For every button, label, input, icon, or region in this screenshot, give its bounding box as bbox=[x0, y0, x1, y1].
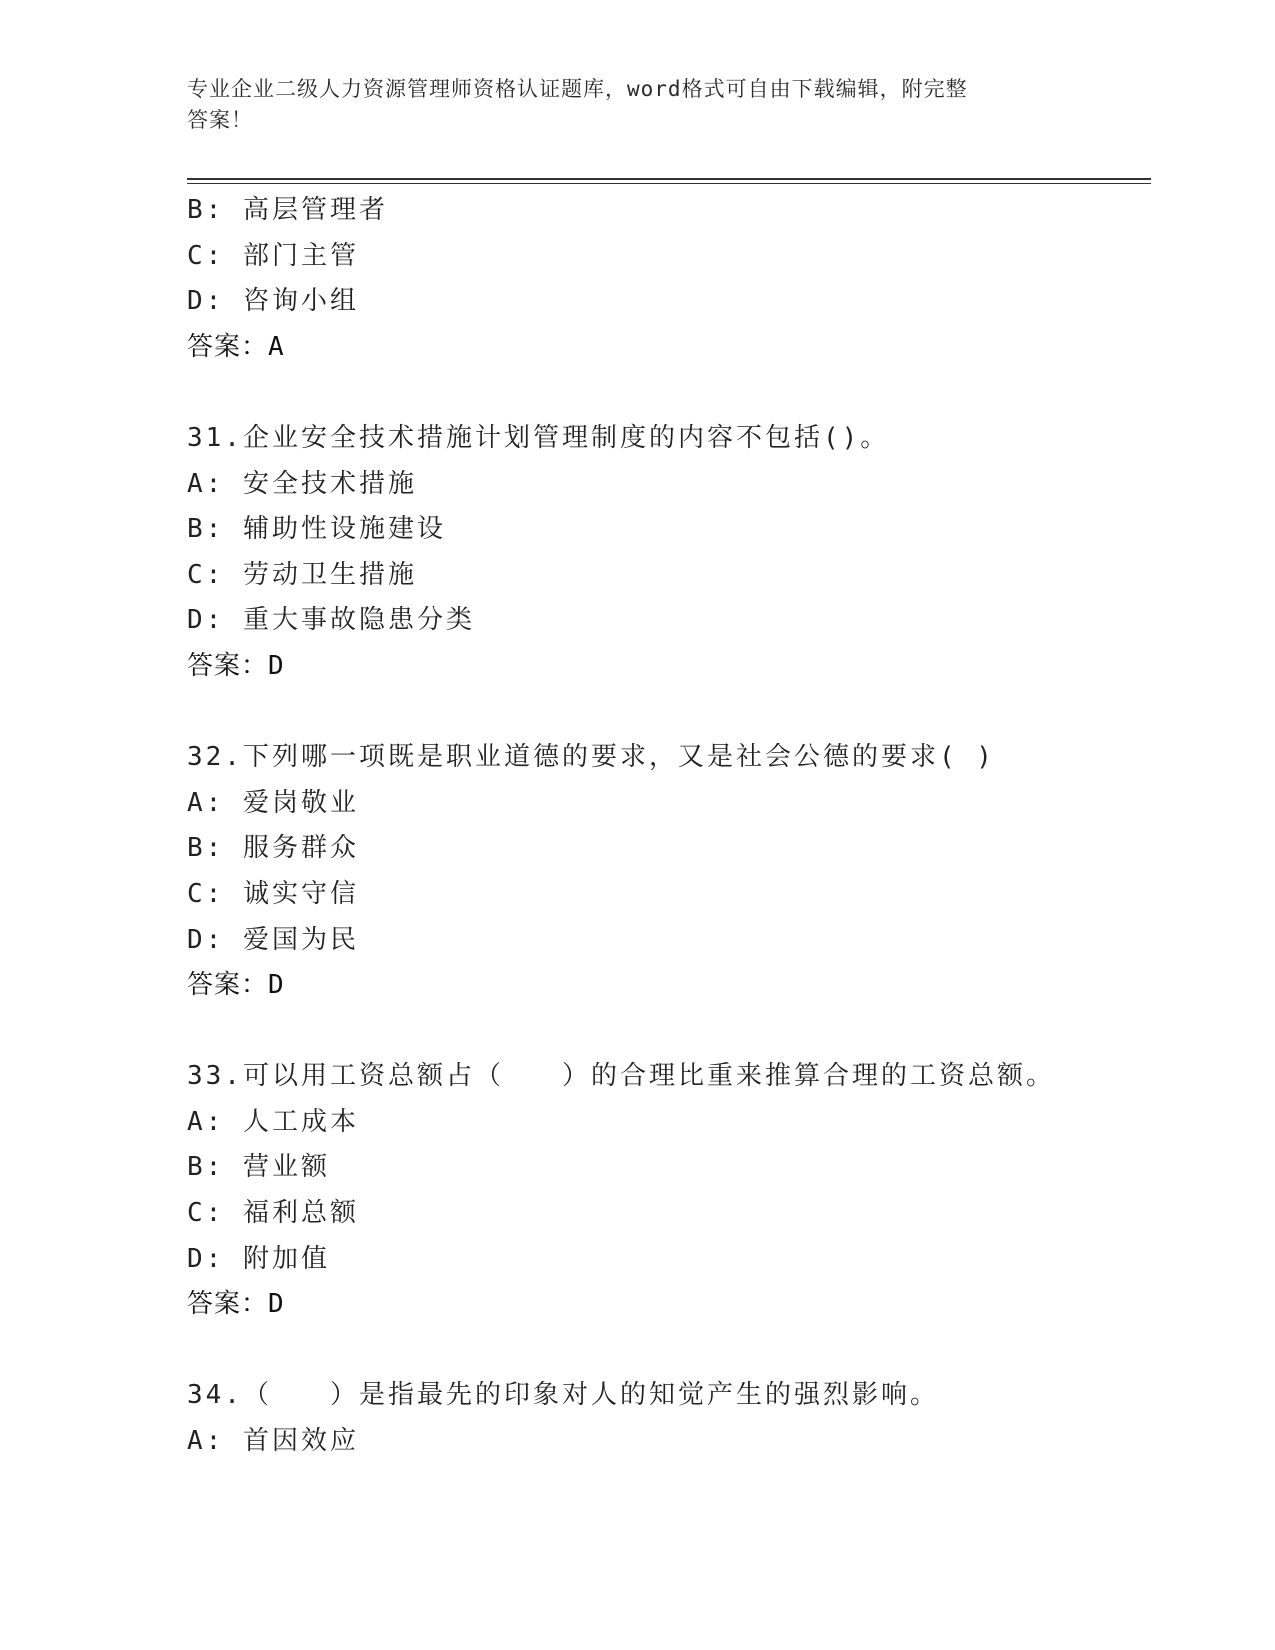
answer: 答案：D bbox=[187, 970, 285, 1001]
spacer bbox=[187, 1328, 1147, 1374]
question-list bbox=[187, 188, 1147, 1465]
spacer bbox=[187, 370, 1147, 416]
option-c: C: 劳动卫生措施 bbox=[187, 559, 417, 590]
option-d: D: 咨询小组 bbox=[187, 286, 359, 317]
option-b: B: 辅助性设施建设 bbox=[187, 514, 446, 545]
option-d: D: 附加值 bbox=[187, 1243, 330, 1274]
option-a: A: 安全技术措施 bbox=[187, 468, 417, 499]
header-divider-thin bbox=[187, 183, 1151, 184]
question-stem: 33.可以用工资总额占（ ）的合理比重来推算合理的工资总额。 bbox=[187, 1061, 1055, 1092]
option-d: D: 重大事故隐患分类 bbox=[187, 605, 475, 636]
question-31 bbox=[187, 416, 1147, 690]
option-c: C: 诚实守信 bbox=[187, 878, 359, 909]
header-divider-thick bbox=[187, 178, 1151, 180]
question-stem: 34.（ ）是指最先的印象对人的知觉产生的强烈影响。 bbox=[187, 1380, 939, 1411]
header-line-2: 答案！ bbox=[187, 108, 253, 132]
question-34 bbox=[187, 1373, 1147, 1464]
option-b: B: 服务群众 bbox=[187, 833, 359, 864]
option-a: A: 首因效应 bbox=[187, 1426, 359, 1457]
option-b: B: 高层管理者 bbox=[187, 195, 388, 225]
option-a: A: 人工成本 bbox=[187, 1106, 359, 1137]
answer: 答案：A bbox=[187, 331, 285, 362]
question-33 bbox=[187, 1054, 1147, 1328]
answer: 答案：D bbox=[187, 1289, 285, 1320]
answer: 答案：D bbox=[187, 650, 285, 681]
spacer bbox=[187, 1009, 1147, 1055]
spacer bbox=[187, 690, 1147, 736]
option-a: A: 爱岗敬业 bbox=[187, 787, 359, 818]
header-line-1: 专业企业二级人力资源管理师资格认证题库，word格式可自由下载编辑，附完整 bbox=[187, 77, 968, 101]
question-stem: 32.下列哪一项既是职业道德的要求，又是社会公德的要求( ) bbox=[187, 742, 995, 773]
question-30-continued bbox=[187, 188, 1147, 370]
document-header bbox=[187, 74, 1087, 136]
option-b: B: 营业额 bbox=[187, 1152, 330, 1183]
question-stem: 31.企业安全技术措施计划管理制度的内容不包括()。 bbox=[187, 422, 890, 453]
option-c: C: 福利总额 bbox=[187, 1198, 359, 1229]
option-c: C: 部门主管 bbox=[187, 240, 359, 271]
question-32 bbox=[187, 735, 1147, 1009]
option-d: D: 爱国为民 bbox=[187, 924, 359, 955]
